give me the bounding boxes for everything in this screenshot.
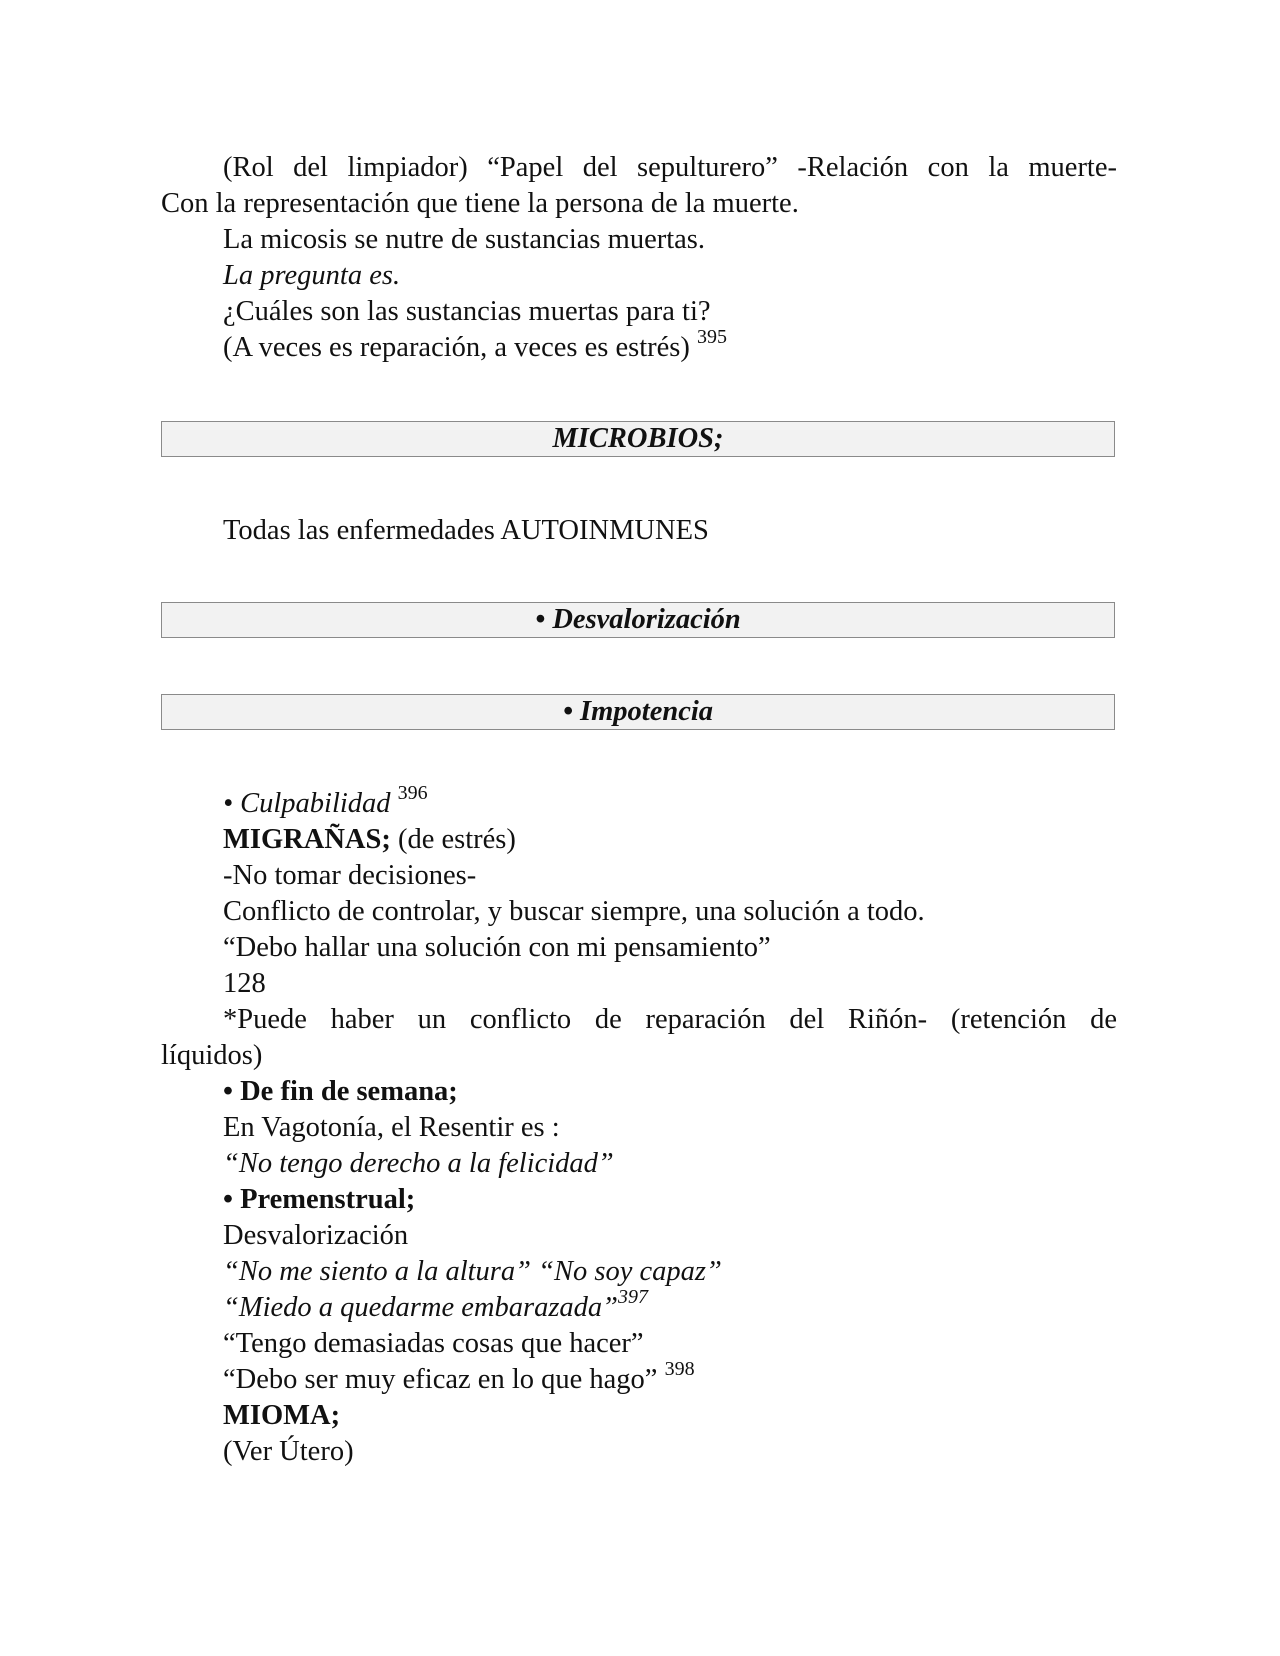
paragraph-fin-semana	[161, 1074, 1117, 1110]
footnote-ref-397: 397	[618, 1285, 649, 1308]
heading-microbios	[161, 421, 1115, 457]
text-line: “No me siento a la altura” “No soy capaz”	[223, 1256, 722, 1287]
text-line: Desvalorización	[223, 1220, 409, 1251]
heading-impotencia	[161, 694, 1115, 730]
section-title: • De fin de semana;	[223, 1076, 458, 1107]
paragraph-desvalorizacion	[161, 1218, 1117, 1254]
text-line: 128	[223, 968, 266, 999]
heading-text: • Impotencia	[562, 696, 714, 727]
paragraph-micosis	[161, 222, 1117, 258]
text-line: En Vagotonía, el Resentir es :	[223, 1112, 560, 1143]
footnote-ref-398: 398	[664, 1357, 695, 1380]
text-line: líquidos)	[161, 1040, 263, 1071]
paragraph-tengo-demasiadas	[161, 1326, 1117, 1362]
text-line: “Tengo demasiadas cosas que hacer”	[223, 1328, 644, 1359]
text-line: Conflicto de controlar, y buscar siempre, una solución a todo.	[223, 896, 925, 927]
text-line: Con la representación que tiene la persona de la muerte.	[161, 188, 799, 219]
footnote-ref-395: 395	[696, 325, 727, 348]
paragraph-no-me-siento	[161, 1254, 1117, 1290]
paragraph-debo-ser	[161, 1357, 1117, 1398]
paragraph-puede-haber-cont	[161, 1038, 1117, 1074]
paragraph-cuales	[161, 294, 1117, 330]
bottom-text-block	[161, 781, 1117, 1470]
paragraph-sepulturero-cont	[161, 186, 1117, 222]
text-line: La pregunta es.	[223, 260, 401, 291]
section-title: MIGRAÑAS;	[223, 824, 391, 855]
text-line: -No tomar decisiones-	[223, 860, 477, 891]
paragraph-no-tengo-derecho	[161, 1146, 1117, 1182]
top-text-block	[161, 150, 1117, 366]
text-line: (A veces es reparación, a veces es estrés)	[223, 332, 690, 363]
section-title: MIOMA;	[223, 1400, 341, 1431]
text-line: (Rol del limpiador) “Papel del sepulturero” -Relación con la muerte-	[223, 152, 1117, 183]
paragraph-conflicto	[161, 894, 1117, 930]
paragraph-autoinmunes	[161, 513, 1117, 549]
paragraph-no-tomar	[161, 858, 1117, 894]
text-line: La micosis se nutre de sustancias muertas.	[223, 224, 705, 255]
text-line: “Miedo a quedarme embarazada”	[223, 1292, 619, 1323]
autoinmunes-block	[161, 513, 1117, 549]
text-line: (de estrés)	[390, 824, 516, 855]
text-line: “Debo ser muy eficaz en lo que hago”	[223, 1364, 658, 1395]
paragraph-pregunta	[161, 258, 1117, 294]
paragraph-mioma	[161, 1398, 1117, 1434]
paragraph-puede-haber	[161, 1002, 1117, 1038]
text-line: *Puede haber un conflicto de reparación del Riñón- (retención de	[223, 1004, 1117, 1035]
footnote-ref-396: 396	[397, 781, 428, 804]
paragraph-premenstrual	[161, 1182, 1117, 1218]
paragraph-miedo	[161, 1285, 1117, 1326]
paragraph-culpabilidad	[161, 781, 1117, 822]
text-line: “No tengo derecho a la felicidad”	[223, 1148, 614, 1179]
heading-text: MICROBIOS;	[552, 423, 724, 454]
text-line: • Culpabilidad	[223, 788, 391, 819]
paragraph-a-veces	[161, 325, 1117, 366]
section-title: • Premenstrual;	[223, 1184, 416, 1215]
text-line: Todas las enfermedades AUTOINMUNES	[223, 515, 709, 546]
paragraph-sepulturero	[161, 150, 1117, 186]
text-line: (Ver Útero)	[223, 1436, 354, 1467]
paragraph-vagotonia	[161, 1110, 1117, 1146]
paragraph-debo-hallar	[161, 930, 1117, 966]
heading-text: • Desvalorización	[535, 604, 741, 635]
heading-desvalorizacion	[161, 602, 1115, 638]
paragraph-migranas	[161, 822, 1117, 858]
paragraph-ver-utero	[161, 1434, 1117, 1470]
paragraph-128	[161, 966, 1117, 1002]
text-line: “Debo hallar una solución con mi pensamiento”	[223, 932, 771, 963]
text-line: ¿Cuáles son las sustancias muertas para ti?	[223, 296, 711, 327]
